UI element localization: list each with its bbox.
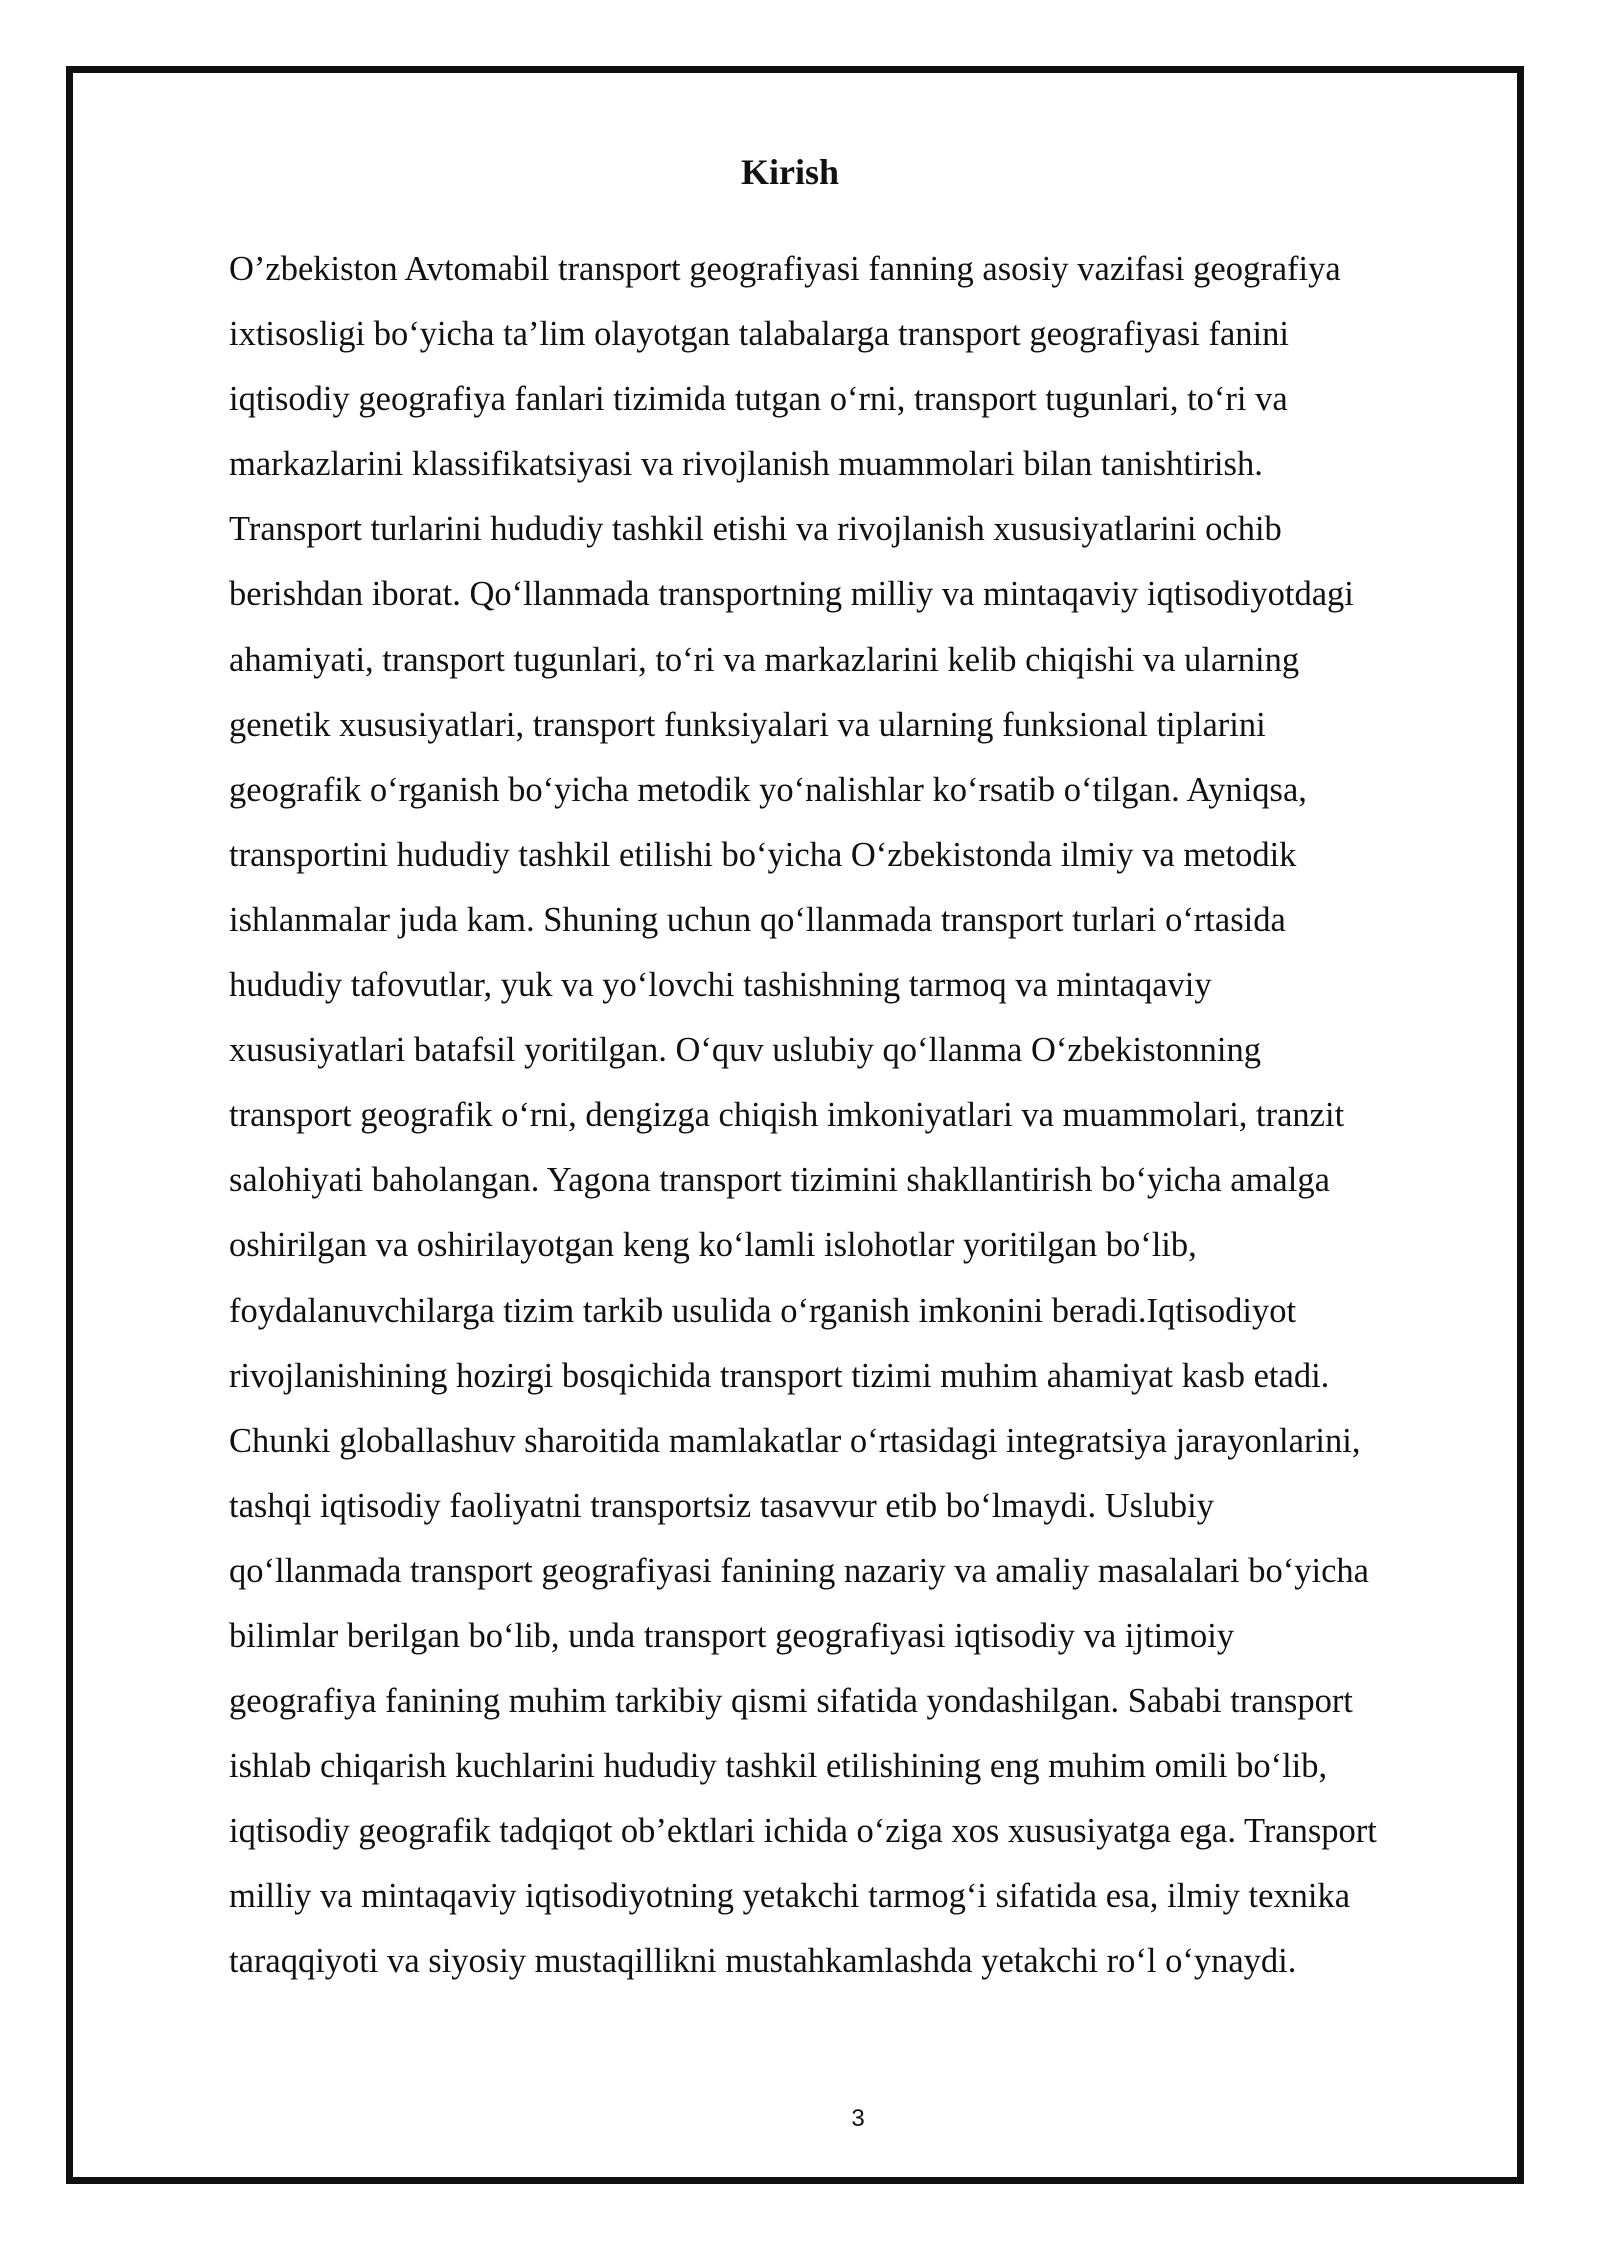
text-line: Chunki globallashuv sharoitida mamlakatlar o‘rtasidagi integratsiya jarayonlarini, <box>229 1421 1361 1460</box>
text-line: bilimlar berilgan bo‘lib, unda transport geografiyasi iqtisodiy va ijtimoiy <box>229 1616 1235 1655</box>
text-line: markazlarini klassifikatsiyasi va rivojlanish muammolari bilan tanishtirish. <box>229 445 1263 484</box>
text-line: ixtisosligi bo‘yicha ta’lim olayotgan talabalarga transport geografiyasi fanini <box>229 315 1289 354</box>
text-line: berishdan iborat. Qo‘llanmada transportning milliy va mintaqaviy iqtisodiyotdagi <box>229 575 1354 614</box>
text-line: transportini hududiy tashkil etilishi bo‘yicha O‘zbekistonda ilmiy va metodik <box>229 835 1297 874</box>
page-title: Kirish <box>740 152 839 192</box>
text-line: iqtisodiy geografik tadqiqot ob’ektlari ichida o‘ziga xos xususiyatga ega. Transport <box>229 1812 1377 1851</box>
text-line: milliy va mintaqaviy iqtisodiyotning yetakchi tarmog‘i sifatida esa, ilmiy texnika <box>229 1877 1351 1916</box>
text-line: salohiyati baholangan. Yagona transport tizimini shakllantirish bo‘yicha amalga <box>229 1161 1330 1200</box>
text-line: ishlanmalar juda kam. Shuning uchun qo‘llanmada transport turlari o‘rtasida <box>229 900 1286 939</box>
text-line: geografiya fanining muhim tarkibiy qismi sifatida yondashilgan. Sababi transport <box>229 1682 1353 1721</box>
text-line: iqtisodiy geografiya fanlari tizimida tutgan o‘rni, transport tugunlari, to‘ri va <box>229 380 1288 419</box>
text-line: O’zbekiston Avtomabil transport geografiyasi fanning asosiy vazifasi geografiya <box>229 250 1341 288</box>
text-line: ahamiyati, transport tugunlari, to‘ri va markazlarini kelib chiqishi va ularning <box>229 640 1300 679</box>
text-line: oshirilgan va oshirilayotgan keng ko‘lamli islohotlar yoritilgan bo‘lib, <box>229 1226 1197 1265</box>
text-line: geografik o‘rganish bo‘yicha metodik yo‘nalishlar ko‘rsatib o‘tilgan. Ayniqsa, <box>229 770 1307 809</box>
page-number: 3 <box>851 2105 865 2132</box>
text-line: transport geografik o‘rni, dengizga chiqish imkoniyatlari va muammolari, tranzit <box>229 1096 1345 1135</box>
text-line: ishlab chiqarish kuchlarini hududiy tashkil etilishining eng muhim omili bo‘lib, <box>229 1747 1328 1786</box>
text-line: Transport turlarini hududiy tashkil etishi va rivojlanish xususiyatlarini ochib <box>229 510 1282 549</box>
text-line: xususiyatlari batafsil yoritilgan. O‘quv uslubiy qo‘llanma O‘zbekistonning <box>229 1031 1261 1070</box>
text-line: hududiy tafovutlar, yuk va yo‘lovchi tashishning tarmoq va mintaqaviy <box>229 966 1212 1005</box>
text-line: rivojlanishining hozirgi bosqichida transport tizimi muhim ahamiyat kasb etadi. <box>229 1356 1330 1395</box>
text-line: taraqqiyoti va siyosiy mustaqillikni mustahkamlashda yetakchi ro‘l o‘ynaydi. <box>229 1942 1297 1981</box>
body-text <box>229 245 1519 2003</box>
text-line: tashqi iqtisodiy faoliyatni transportsiz tasavvur etib bo‘lmaydi. Uslubiy <box>229 1486 1215 1525</box>
text-line: qo‘llanmada transport geografiyasi fanining nazariy va amaliy masalalari bo‘yicha <box>229 1551 1369 1590</box>
text-line: genetik xususiyatlari, transport funksiyalari va ularning funksional tiplarini <box>229 705 1266 744</box>
text-line: foydalanuvchilarga tizim tarkib usulida o‘rganish imkonini beradi.Iqtisodiyot <box>229 1291 1297 1330</box>
